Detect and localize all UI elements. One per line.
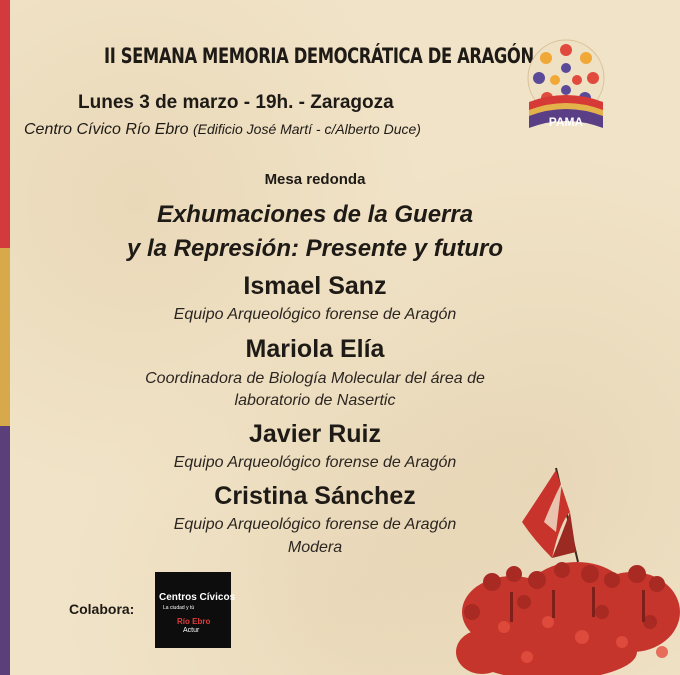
flag-stripe-purple [0, 426, 10, 675]
event-type: Mesa redonda [264, 171, 366, 188]
speaker-role: Coordinadora de Biología Molecular del área de [145, 370, 485, 387]
flag-stripe-red [0, 0, 10, 248]
crowd-flag-illustration [452, 462, 680, 675]
speaker-name: Javier Ruiz [248, 420, 381, 448]
speaker-role: Equipo Arqueológico forense de Aragón [173, 516, 457, 533]
speaker-role: Equipo Arqueológico forense de Aragón [173, 306, 457, 323]
event-date: Lunes 3 de marzo - 19h. - Zaragoza [78, 92, 394, 113]
event-title [40, 198, 590, 266]
sponsor-title: Centros Cívicos [159, 592, 236, 603]
pama-logo-label: PAMA [548, 115, 584, 129]
speaker-role: laboratorio de Nasertic [234, 392, 396, 409]
flag-stripe-yellow [0, 248, 10, 426]
moderator-note: Modera [287, 539, 343, 556]
colabora-label: Colabora: [69, 601, 135, 617]
centros-civicos-logo [155, 572, 236, 648]
event-series-title: II SEMANA MEMORIA DEMOCRÁTICA DE ARAGÓN [104, 44, 534, 68]
speaker-name: Ismael Sanz [243, 272, 387, 300]
speaker-name: Mariola Elía [245, 335, 385, 363]
speaker-role: Equipo Arqueológico forense de Aragón [173, 454, 457, 471]
sponsor-tagline: La ciudad y tú [163, 605, 195, 611]
speaker-name: Cristina Sánchez [214, 482, 416, 510]
pama-logo [521, 36, 611, 136]
sponsor-line1: Río Ebro [177, 617, 211, 626]
sponsor-line2: Actur [183, 627, 200, 634]
event-title-line1: Exhumaciones de la Guerra [156, 201, 474, 228]
venue-detail: (Edificio José Martí - c/Alberto Duce) [192, 121, 421, 137]
event-venue [24, 121, 421, 139]
event-title-line2: y la Represión: Presente y futuro [126, 235, 504, 262]
venue-name: Centro Cívico Río Ebro [24, 121, 189, 138]
